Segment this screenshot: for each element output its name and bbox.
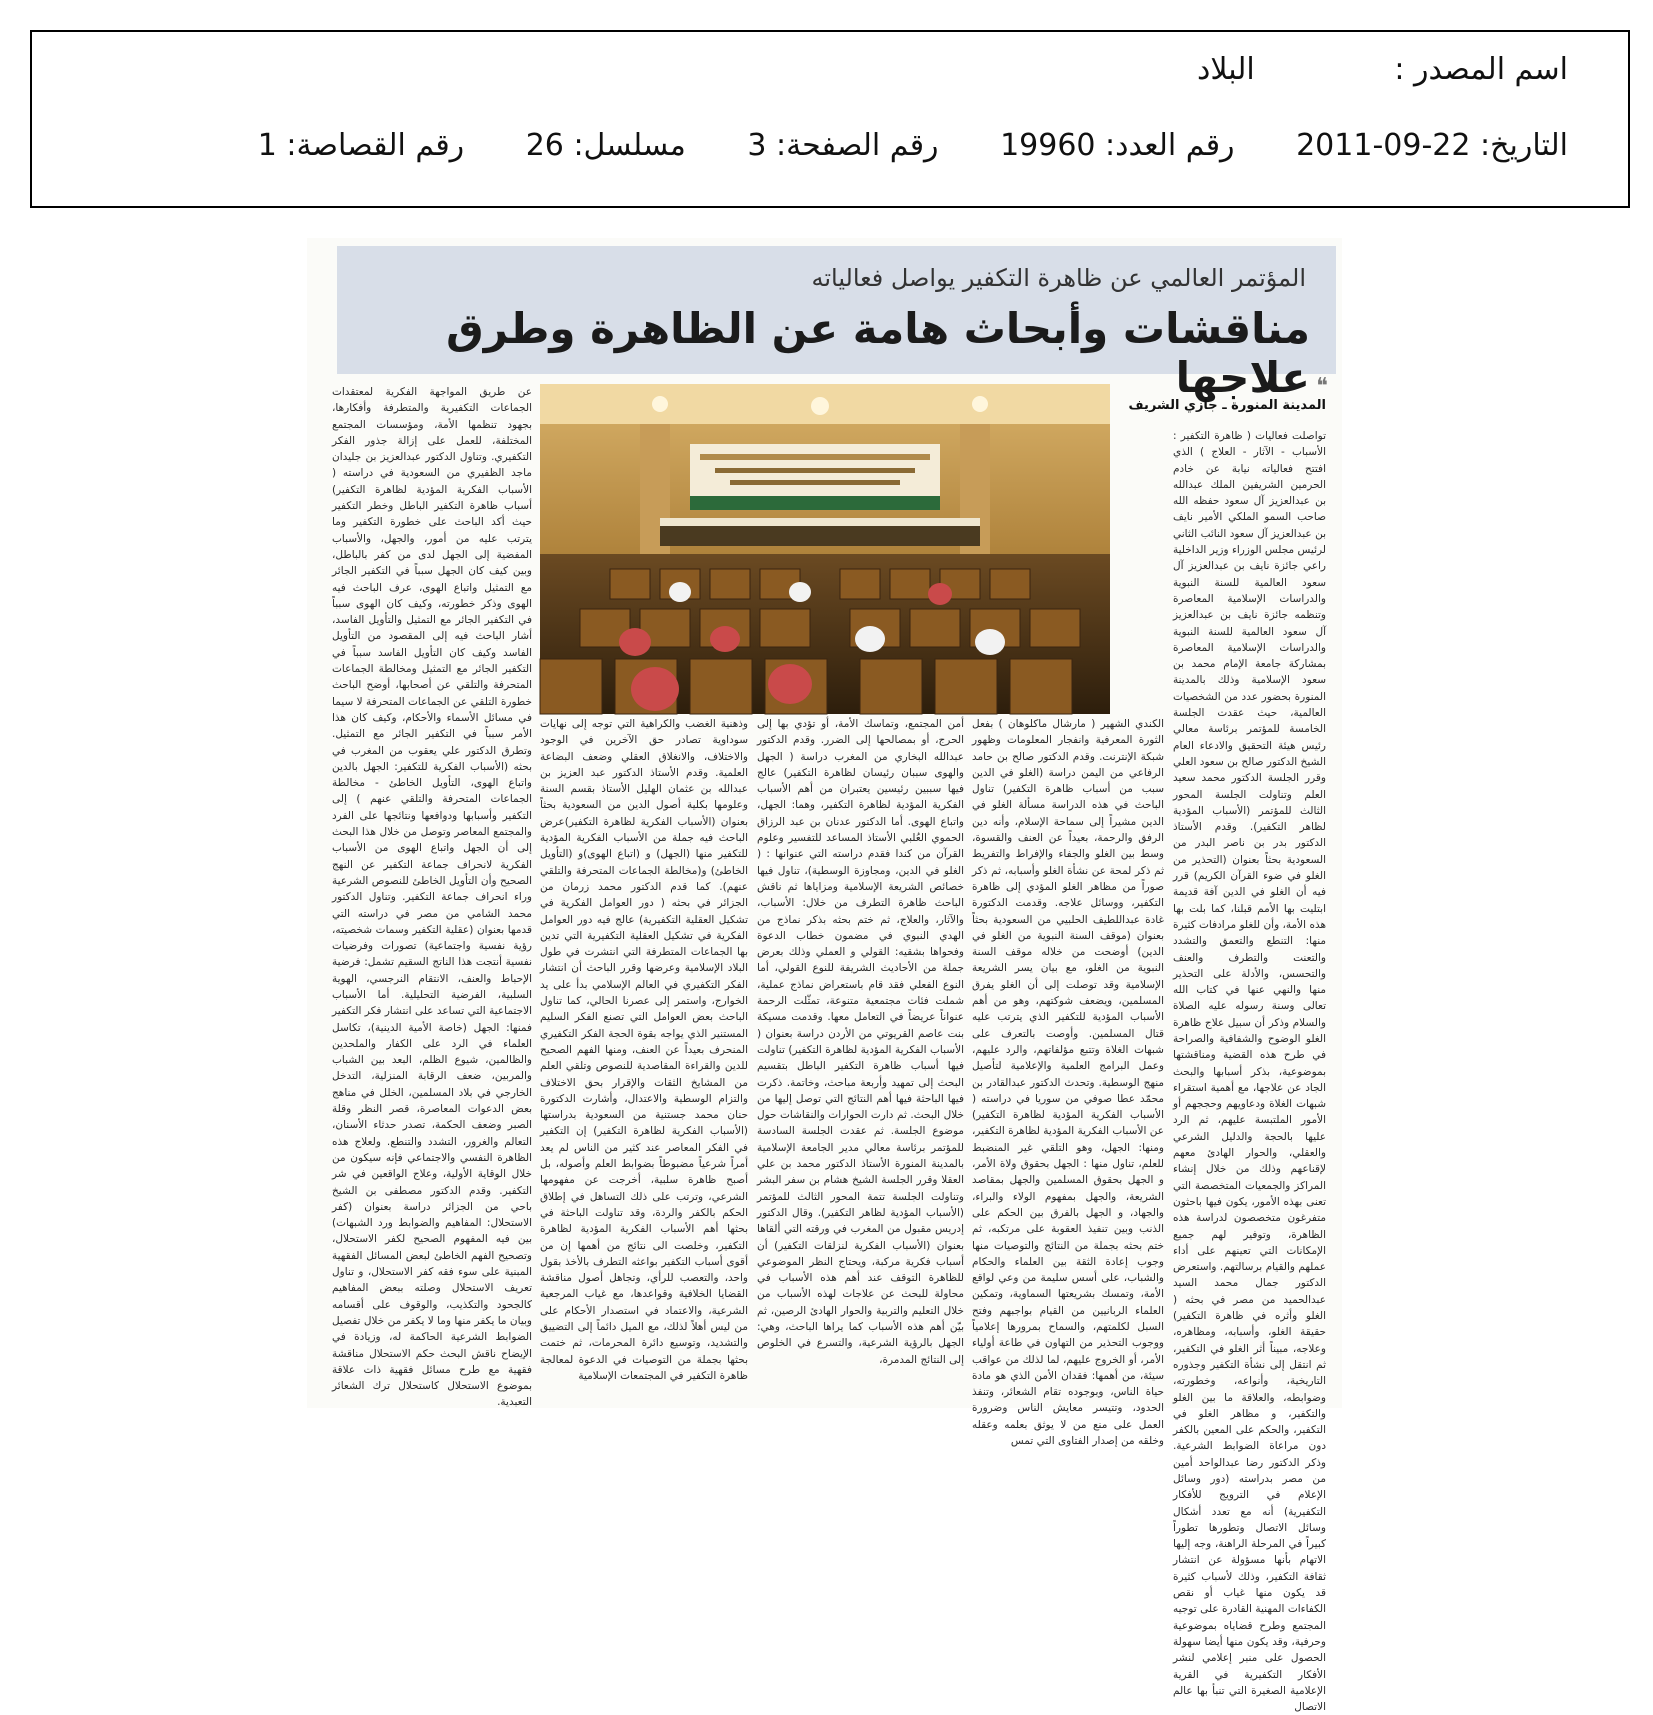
column-1-text: تواصلت فعاليات ( ظاهرة التكفير : الأسباب - الآثار - العلاج ) الذي افتتح فعالياته نيابة عن خادم الحرمين الشريفين الملك عبدالله بن عبدالعزيز آل سعود حفظه الله صاحب السمو الملكي الأمير نايف بن عبدالعزيز آل سعود النائب الثاني لرئيس مجلس الوزراء وزير الداخلية راعي جائزة نايف بن عبدالعزيز آل سعود العالمية للسنة النبوية والدراسات الإسلامية المعاصرة وتنظمه جائزة نايف بن عبدالعزيز آل سعود العالمية للسنة النبوية والدراسات الإسلامية المعاصرة بمشاركة جامعة الإمام محمد بن سعود الإسلامية وذلك بالمدينة المنورة بحضور عدد من الشخصيات العالمية، حيث عقدت الجلسة الخامسة للمؤتمر برئاسة معالي رئيس هيئة التحقيق والادعاء العام الشيخ الدكتور صالح بن سعود العلي وقرر الجلسة الدكتور محمد سعيد العلم وتناولت الجلسة المحور الثالث للمؤتمر (الأسباب المؤدية لظاهر التكفير). وقدم الأستاذ الدكتور بدر بن ناصر البدر من السعودية بحثاً بعنوان (التحذير من الغلو في ضوء القرآن الكريم) قرر فيه أن الغلو في الدين آفة قديمة ابتليت بها الأمم قبلنا، كما بلت بها هذه الأمة، وأن للغلو مرادفات كثيرة منها: التنطع والتعمق والتشدد والتعنت والتطرف والعنف والتحسس، والأدلة على التحذير منها والنهي عنها في كتاب الله تعالى وسنة رسوله عليه الصلاة والسلام وذكر أن سبيل علاج ظاهرة الغلو الوضوح والشفافية والصراحة في طرح هذه القضية ومناقشتها بموضوعية، بذكر أسبابها والبحث الجاد عن علاجها، مع أهمية استقراء شبهات الغلاة ودعاويهم وحججهم أو الأمور الملتبسة عليهم، ثم الرد عليها بالحجة والدليل الشرعي والعقلي، والحوار الهادئ معهم لإقناعهم وذلك من خلال إنشاء المراكز والجمعيات المتخصصة التي تعنى بهذه الأمور، يكون فيها باحثون متفرغون متخصصون لدراسة هذه الظاهرة، وتوفير لهم جميع الإمكانات التي تعينهم على أداء عملهم والقيام برسالتهم. واستعرض الدكتور جمال محمد السيد عبدالحميد من مصر في بحثه ( الغلو وأثره في ظاهرة التكفير) حقيقة الغلو، وأسبابه، ومظاهره، وعلاجه، مبيناً أثر الغلو في التكفير، ثم انتقل إلى نشأة التكفير وجذوره التاريخية، وأنواعه، وخطورته، وضوابطه، والعلاقة ما بين الغلو والتكفير، و مظاهر الغلو في التكفير، والحكم على المعين بالكفر دون مراعاة الضوابط الشرعية. وذكر الدكتور رضا عبدالواحد أمين من مصر بدراسته (دور وسائل الإعلام في الترويج للأفكار التكفيرية) أنه مع تعدد أشكال وسائل الاتصال وتطورها تطوراً كبيراً في المرحلة الراهنة، وجه إليها الاتهام بأنها مسؤولة عن انتشار ثقافة التكفير، وذلك لأسباب كثيرة قد يكون منها غياب أو نقص الكفاءات المهنية القادرة على توجيه المجتمع وطرح قضاياه بموضوعية وحرفية، وقد يكون منها أيضا سهولة الحصول على منبر إعلامي لنشر الأفكار التكفيرية في القرية الإعلامية الصغيرة التي تنبأ بها عالم الاتصال xyxy=(1173,430,1326,1714)
serial-field: مسلسل: 26 xyxy=(525,128,686,163)
newspaper-clipping xyxy=(307,238,1342,1714)
conference-photo xyxy=(540,384,1110,714)
source-metadata-box xyxy=(30,30,1630,208)
source-value: البلاد xyxy=(1196,52,1255,87)
quote-mark-icon: ❝ xyxy=(1316,374,1328,399)
clip-number-field: رقم القصاصة: 1 xyxy=(257,128,465,163)
article-kicker: المؤتمر العالمي عن ظاهرة التكفير يواصل فعالياته xyxy=(811,264,1306,292)
headline-band xyxy=(337,246,1336,402)
issue-number-field: رقم العدد: 19960 xyxy=(1000,128,1235,163)
article-column-2 xyxy=(972,716,1164,1448)
publication-details-row xyxy=(206,128,1568,163)
source-row xyxy=(1197,52,1568,87)
column-2-text: الكندي الشهير ( مارشال ماكلوهان ) بفعل الثورة المعرفية وانفجار المعلومات وظهور شبكة الإنترنت. وقدم الدكتور صالح بن حامد الرفاعي من اليمن دراسة (الغلو في الدين سبب من أسباب ظاهرة التكفير) تناول الباحث في هذه الدراسة مسألة الغلو في الدين مشيراً إلى سماحة الإسلام، وأنه دين الرفق والرحمة، بعيداً عن العنف والقسوة، وسط بين الغلو والجفاء والإفراط والتفريط ثم ذكر لمحة عن نشأة الغلو وأسبابه، ثم ذكر صوراً من مظاهر الغلو المؤدي إلى ظاهرة التكفير، ووسائل علاجه. وقدمت الدكتورة غادة عبداللطيف الحلبيي من السعودية بحثاً بعنوان (موقف السنة النبوية من الغلو في الدين) أوضحت من خلاله موقف السنة النبوية من الغلو، مع بيان يسر الشريعة الإسلامية وقد توصلت إلى أن الغلو يفرق المسلمين، ويضعف شوكتهم، وهو من أهم الأسباب المؤدية للتكفير الذي يترتب عليه قتال المسلمين. وأوصت بالتعرف على شبهات الغلاة وتتبع مؤلفاتهم، والرد عليهم، وعمل البرامج العلمية والإعلامية لتأصيل منهج الوسطية. وتحدث الدكتور عبدالقادر بن محمّد عطا صوفي من سوريا في دراسته ( الأسباب الفكرية المؤدية لظاهرة التكفير) عن الأسباب الفكرية المؤدية لظاهرة التكفير، ومنها: الجهل، وهو التلقي غير المنضبط للعلم، تناول منها : الجهل بحقوق ولاة الأمر، و الجهل بحقوق المسلمين والجهل بمقاصد الشريعة، والجهل بمفهوم الولاء والبراء، والجهاد، و الجهل بالفرق بين الحكم على الذنب وبين تنفيذ العقوبة على مرتكبه، ثم ختم بحثه بجملة من النتائج والتوصيات منها وجوب إعادة الثقة بين العلماء والحكام والشباب، على أسس سليمة من وعي لواقع الأمة، وتمسك بشريعتها السماوية، وتمكين العلماء الربانيين من القيام بواجبهم وفتح السبل لكلمتهم، والسماح بمرورها إعلامياً ووجوب التحذير من التهاون في طاعة أولياء الأمر، أو الخروج عليهم، لما لذلك من عواقب سيئة، من أهمها: فقدان الأمن الذي هو مادة حياة الناس، وبوجوده تقام الشعائر، وتنفذ الحدود، وتتيسر معايش الناس وضرورة العمل على منع من لا يوثق بعلمه وعقله وخلقه من إصدار الفتاوى التي تمس xyxy=(972,718,1164,1448)
article-headline: مناقشات وأبحاث هامة عن الظاهرة وطرق علاجها xyxy=(446,304,1310,402)
article-column-3 xyxy=(757,716,964,1396)
page-number-field: رقم الصفحة: 3 xyxy=(747,128,939,163)
column-3-text: أمن المجتمع، وتماسك الأمة، أو تؤدي بها إلى الحرج، أو بمصالحها إلى الضرر. وقدم الدكتور عبدالله البخاري من المغرب دراسة ( الجهل والهوى سببان رئيسان لظاهرة التكفير) عالج فيها سببين رئيسين يعتبران من أهم الأسباب الفكرية المؤدية لظاهرة التكفير، وهما: الجهل، واتباع الهوى. أما الدكتور عدنان بن عبد الرزاق الحموي العُلبي الأستاذ المساعد للتفسير وعلوم القرآن من كندا فقدم دراسته التي عنوانها : ( الغلو في الدين، ومجاوزة الوسطية)، تناول فيها خصائص الشريعة الإسلامية ومزاياها ثم ناقش الباحث ظاهرة التطرف من خلال: الأسباب، والآثار، والعلاج، ثم ختم بحثه بذكر نماذج من الهدي النبوي في مضمون خطاب الدعوة وفحواها بشقيه: القولي و العملي وذلك بعرض جملة من الأحاديث الشريفة للنوع القولي، أما النوع الفعلي فقد قام باستعراض نماذج عملية، شملت فئات مجتمعية متنوعة، تمثّلت الرحمة عنواناً عريضاً في التعامل معها. وقدمت مسيكة بنت عاصم القريوتي من الأردن دراسة بعنوان ( الأسباب الفكرية المؤدية لظاهرة التكفير) تناولت فيها أسباب ظاهرة التكفير الباطل بتقسيم البحث إلى تمهيد وأربعة مباحث، وخاتمة. ذكرت فيها الباحثة فيها أهم النتائج التي توصل إليها من خلال البحث. ثم دارت الحوارات والنقاشات حول موضوع الجلسة. ثم عقدت الجلسة السادسة للمؤتمر برئاسة معالي مدير الجامعة الإسلامية بالمدينة المنورة الأستاذ الدكتور محمد بن علي العقلا وقرر الجلسة الشيخ هشام بن سفر البشر وتناولت الجلسة تتمة المحور الثالث للمؤتمر (الأسباب المؤدية لظاهر التكفير). وقال الدكتور إدريس مقبول من المغرب في ورقته التي ألقاها بعنوان (الأسباب الفكرية لنزلقات التكفير) أن أسباب فكرية مركبة، ويحتاج النظر الموضوعي للظاهرة التوقف عند أهم هذه الأسباب في محاولة للبحث عن علاجات لهذه الأسباب من خلال التعليم والتربية والحوار الهادئ الرصين، ثم بيّن أهم هذه الأسباب كما يراها الباحث، وهي: الجهل بالرؤية الشرعية، والتسرع في الخلوص إلى النتائج المدمرة، xyxy=(757,718,964,1366)
source-label: اسم المصدر : xyxy=(1394,52,1568,87)
article-column-4 xyxy=(540,716,748,1396)
column-5-text: عن طريق المواجهة الفكرية لمعتقدات الجماعات التكفيرية والمتطرفة وأفكارها، بجهود تنظمها الأمة، ومؤسسات المجتمع المختلفة، للعمل على إزالة جذور الفكر التكفيري. وتناول الدكتور عبدالعزيز بن جليدان ماجد الظفيري من السعودية في دراسته ( الأسباب الفكرية المؤدية لظاهرة التكفير) أسباب ظاهرة التكفير الباطل وخطر التكفير حيث أكد الباحث على خطورة التكفير وما يترتب عليه من أمور، والجهل، والأسباب المفضية إلى الجهل لدى من كفر بالباطل، وبين كيف كان الجهل سبباً في التكفير الجائر مع التمثيل واتباع الهوى، عرف الباحث فيه الهوى وذكر خطورته، وكيف كان الهوى سبباً في التكفير الجائر مع التمثيل والتأويل الفاسد، أشار الباحث فيه إلى المقصود من التأويل الفاسد وكيف كان التأويل الفاسد سبباً في التكفير الجائر مع التمثيل ومخالطة الجماعات المتحرفة والتلقي عن أصحابها، أوضح الباحث خطورة التلقي عن الجماعات المتحرفة لا سيما في مسائل الأسماء والأحكام، وكيف كان هذا الأمر سبباً في التكفير الجائر مع التمثيل. وتطرق الدكتور علي يعقوب من المغرب في بحثه (الأسباب الفكرية للتكفير: الجهل بالدين واتباع الهوى، التأويل الخاطئ - مخالطة الجماعات المتحرفة والتلقي عنهم ) إلى التكفير وأسبابها ودوافعها ونتائجها على الفرد والمجتمع المعاصر وتوصل من خلال هذا البحث إلى أن الجهل واتباع الهوى من الأسباب الفكرية لانحراف جماعة التكفير عن النهج الصحيح وأن التأويل الخاطئ للنصوص الشرعية وراء انحراف جماعة التكفير. وتناول الدكتور محمد الشامي من مصر في دراسته التي قدمها بعنوان (عقلية التكفير وسمات شخصيته، رؤية نفسية واجتماعية) تصورات وفرضيات نفسية أنتجت هذا الناتج السقيم تشمل: فرضية الإحباط والعنف، الانتقام النرجسي، الهوية السلبية، الفرضية التحليلية. أما الأسباب الاجتماعية التي تساعد على انتشار فكر التكفير فمنها: الجهل (خاصة الأمية الدينية)، تكاسل العلماء في الرد على الكفار والملحدين والظالمين، شيوع الظلم، البعد بين الشباب والمربين، ضعف الرقابة المنزلية، التدخل الخارجي في بلاد المسلمين، الخلل في مناهج بعض الدعوات المعاصرة، قصر النظر وقلة الصبر وضعف الحكمة، تصدر حدثاء الأسنان، التعالم والغرور، التشدد والتنطع. ولعلاج هذه الظاهرة النفسي والاجتماعي فإنه سيكون من خلال الوقاية الأولية، وعلاج الواقعين في شر التكفير. وقدم الدكتور مصطفى بن الشيخ باحي من الجزائر دراسة بعنوان (كفر الاستحلال: المفاهيم والضوابط ورد الشبهات) بين فيه المفهوم الصحيح لكفر الاستحلال، وتصحيح الفهم الخاطئ لبعض المسائل الفقهية المبنية على سوء فقه كفر الاستحلال، و تناول تعريف الاستحلال وصلته ببعض المفاهيم كالجحود والتكذيب، والوقوف على أقسامه وبيان ما يكفر منها وما لا يكفر من خلال تفصيل الضوابط الشرعية الحاكمة له، وزيادة في الإيضاح ناقش البحث حكم الاستحلال مناقشة فقهية مع طرح مسائل فقهية ذات علاقة بموضوع الاستحلال كاستحلال ترك الشعائر التعبدية. xyxy=(332,386,532,1409)
article-byline: المدينة المنورة ـ جازي الشريف xyxy=(1128,398,1326,413)
conference-hall-image xyxy=(540,384,1110,714)
column-4-text: وذهنية الغضب والكراهية التي توجه إلى نهايات سوداوية تصادر حق الآخرين في الوجود والاختلاف، والانغلاق العقلي وضعف البضاعة العلمية. وقدم الأستاذ الدكتور عبد العزيز بن عبدالله بن عثمان الهليل الأستاذ بقسم السنة وعلومها بكلية أصول الدين من السعودية بحثاً بعنوان (الأسباب الفكرية لظاهرة التكفير)عرض الباحث فيه جملة من الأسباب الفكرية المؤدية للتكفير منها (الجهل) و (اتباع الهوى)و (التأويل الخاطئ) و(مخالطة الجماعات المتحرفة والتلقي عنهم). كما قدم الدكتور محمد زرمان من الجزائر في بحثه ( دور العوامل الفكرية في تشكيل العقلية التكفيرية) عالج فيه دور العوامل الفكرية في تشكيل العقلية التكفيرية التي تدين بها الجماعات المتطرفة التي انتشرت في طول البلاد الإسلامية وعرضها وقرر الباحث أن انتشار الفكر التكفيري في العالم الإسلامي بدأ على يد الخوارج، واستمر إلى عصرنا الحالي، كما تناول الباحث بعض العوامل التي تصنع الفكر السليم المستنير الذي يواجه بقوة الحجة الفكر التكفيري المنحرف بعيداً عن العنف، ومنها الفهم الصحيح للدين والقراءة المقاصدية للنصوص وتلقي العلم من المشايخ الثقات والإقرار بحق الاختلاف والتزام الوسطية والاعتدال، وأشارت الدكتورة حنان محمد جستنية من السعودية بدراستها (الأسباب الفكرية لظاهرة التكفير) إن التكفير في الفكر المعاصر عند كثير من الناس لم يعد أمراً شرعياً مضبوطاً بضوابط العلم وأصوله، بل أصبح ظاهرة سلبية، أخرجت عن مفهومها الشرعي، وترتب على ذلك التساهل في إطلاق الحكم بالكفر والردة، وقد تناولت الباحثة في بحثها أهم الأسباب الفكرية المؤدية لظاهرة التكفير، وخلصت الى نتائج من أهمها إن من أقوى أسباب التكفير بواعثه التطرف بالأخذ بقول واحد، والتعصب للرأي، وتجاهل أصول مناقشة القضايا الخلافية وقواعدها، مع غياب المرجعية الشرعية، والاعتماد في استصدار الأحكام على من ليس أهلاً لذلك، مع الميل دائماً إلى التضييق والتشديد، وتوسيع دائرة المحرمات، ثم ختمت بحثها بجملة من التوصيات في الدعوة لمعالجة ظاهرة التكفير في المجتمعات الإسلامية xyxy=(540,718,748,1382)
article-column-5 xyxy=(332,384,532,1409)
date-field: التاريخ: 22-09-2011 xyxy=(1296,128,1568,163)
article-column-1 xyxy=(1173,428,1326,1714)
